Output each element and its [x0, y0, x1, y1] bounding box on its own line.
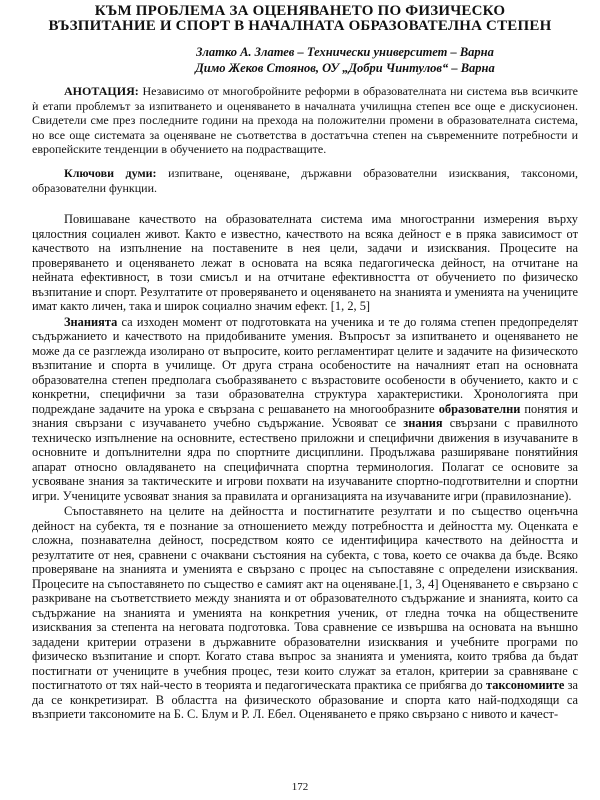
paragraph-text: за да се конкретизират. В областта на физическото образование и спорта като най-подходящи са възприети таксономите на Б. С. Блум и Р. Л. Ебел. Оценяването е пряко свързано с нивото и качест-	[32, 678, 578, 721]
body-text	[32, 212, 578, 723]
abstract-label: АНОТАЦИЯ:	[64, 84, 139, 98]
page-title: КЪМ ПРОБЛЕМА ЗА ОЦЕНЯВАНЕТО ПО ФИЗИЧЕСКО ВЪЗПИТАНИЕ И СПОРТ В НАЧАЛНАТА ОБРАЗОВАТЕЛНА СТЕПЕН	[48, 3, 552, 34]
author-line: Златко А. Златев – Технически университет – Варна	[196, 45, 494, 59]
emphasis: таксономиите	[485, 678, 565, 692]
emphasis: знания	[403, 416, 443, 430]
paragraph-text: понятия и знания свързани с изучаването учебно съдържание. Усвояват се	[32, 401, 578, 430]
keywords	[32, 166, 578, 195]
paragraph	[32, 315, 578, 504]
keywords-text: изпитване, оценяване, държавни образователни изисквания, таксономи, образователни функции.	[32, 166, 578, 195]
abstract	[32, 84, 578, 157]
author-line: Димо Жеков Стоянов, ОУ „Добри Чинтулов“ – Варна	[195, 61, 495, 75]
page-number: 172	[291, 781, 309, 793]
paragraph-text: са изходен момент от подготовката на ученика и те до голяма степен предопределят съдържанието и качеството на придобиваните умения. Въпросът за изпитването и оценяването не може да се разглежда изолирано от въпросите, които регламентират целите и задачите на физическото възпитание и спорта в училище. От друга страна особеностите на началният етап на основната образователна степен предполага съобразяването с възрастовите особености в обучението, както и с конкретни, специфични за тази образователна структура характеристики. Хронологията при подреждане задачите на урока е свързана с решаването на многообразните	[32, 314, 578, 416]
abstract-text: Независимо от многобройните реформи в образователната ни система във всичките ѝ етапи проблемът за изпитването и оценяването в началната училищна степен все още е дискусионен. Свидетели сме през последните години на прехода на положителни промени в образователната система, но все още системата за оценяване не съответства в достатъчна степен на съвременните потребности и европейските тенденции в обучението на подрастващите.	[32, 84, 578, 157]
paragraph: Повишаване качеството на образователната система има многостранни измерения върху цялостния социален живот. Както е известно, качеството на всяка дейност е в пряка зависимост от качеството на изпълнение на поставените в нея цели, задачи и изисквания. Процесите на проверяването и оценяването лежат в основата на всяка педагогическа дейност, на отчитане на нейната ефективност, в този смисъл и на отчитане ефективността от обучението по физическо възпитание и спорт. Резултатите от проверяването и оценяването на знанията и уменията на учениците имат както личен, така и широк социално значим ефект. [1, 2, 5]	[32, 212, 578, 313]
author-list	[110, 44, 580, 76]
paragraph-text: Съпоставянето на целите на дейността и постигнатите резултати и по същество оценъчна дейност на субекта, тя е познание за отношението между потребността и дейността му. Оценката е сложна, познавателна дейност, посредством която се идентифицира качеството на дейността и резултатите от нея, сравнени с очаквани състояния на субекта, с това, което се очаква да бъде. Всяко проверяване на знанията и уменията е свързано с процес на съпоставяне с определени изисквания. Процесите на съпоставянето по същество е самият акт на оценяване.[1, 3, 4] Оценяването е свързано с разкриване на съответствието между знанията и от образователното съдържание и знанията, които са съдържание на знанията и уменията на конкретния ученик, от гледна точка на обществените изисквания за степента на неговата подготовка. Това сравнение се извършва на основата на външно зададени критерии отразени в държавните образователни изисквания и учебните програми по физическо възпитание и спорт. Когато става въпрос за знанията и уменията, които трябва да бъдат постигнати от учениците в учебния процес, тези които служат за еталон, критерии за сравняване с постигнатото от тях най-често в теорията и педагогическата практика се прибягва до	[32, 504, 578, 692]
emphasis: образователни	[438, 401, 521, 416]
emphasis: Знанията	[64, 314, 118, 329]
paragraph	[32, 504, 578, 722]
keywords-label: Ключови думи:	[64, 166, 157, 180]
paragraph-text: свързани с правилното техническо изпълнение на основните, естествено приложни и специфични движения в изучаваните в основните и допълнителни ядра по спортните дисциплини. Продължава разширяване понятийния апарат относно овладяването на специфичната спортна терминология. Полагат се основите за усвояване знания за тактическите и игрови похвати на изучаваните спортно-подготвителни и спортни игри. Учениците усвояват знания за правилата и организацията на изучаваните игри (правилознание).	[32, 416, 579, 503]
